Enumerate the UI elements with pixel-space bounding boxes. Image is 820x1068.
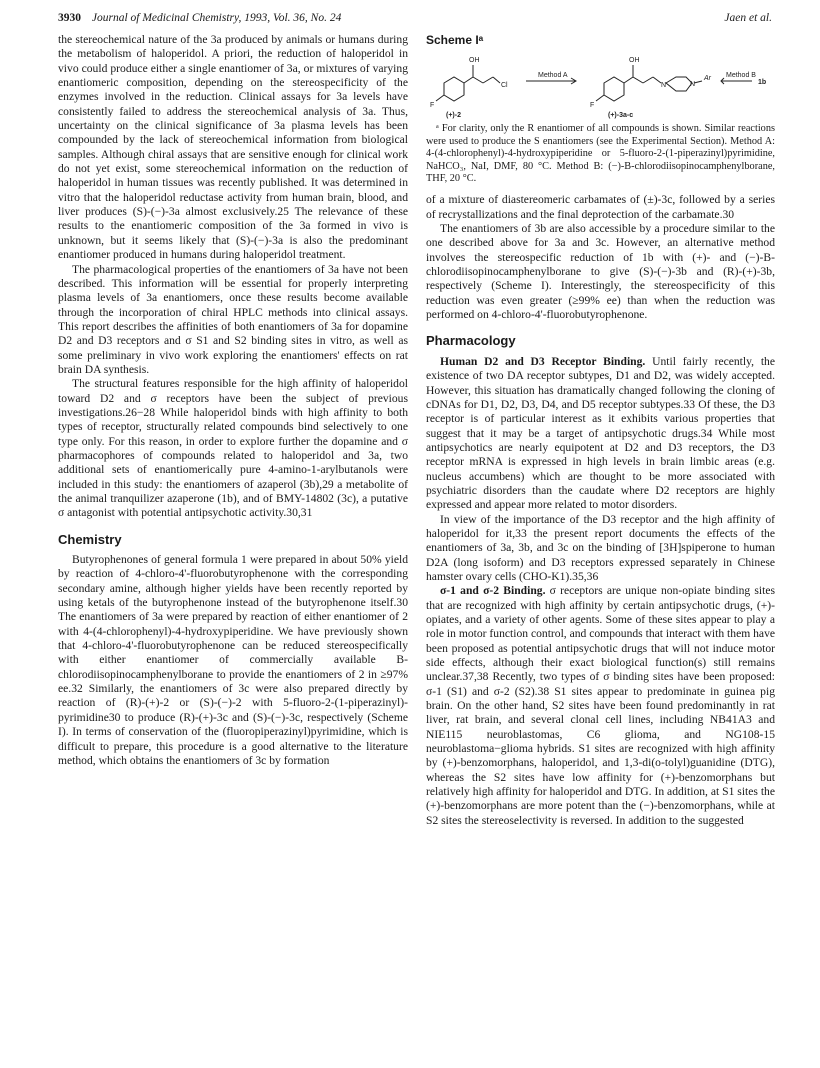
paragraph <box>426 584 775 828</box>
paragraph-text: σ receptors are unique non-opiate binding sites that are recognized with high affinity by certain antipsychotic drugs, (+)-opiates, and a variety of other agents. Some of these sites appear to play a role in motor function control, and compounds that interact with them have been proposed as potential antipsychotic drugs that will not induce motor side effects, although their exact biological function(s) still remains unclear.37,38 Recently, two types of σ binding sites have been proposed: σ-1 (S1) and σ-2 (S2).38 S1 sites appear to predominate in guinea pig brain. On the other hand, S2 sites have been found predominantly in rat liver, rat brain, and several clonal cell lines, including NB41A3 and NIE115 neuroblastomas, C6 glioma, and NG108-15 neuroblastoma−glioma hybrids. S1 sites are recognized with high affinity by (+)-benzomorphans, haloperidol, and 1,3-di(o-tolyl)guanidine (DTG), whereas the S2 sites have low affinity for (+)-benzomorphans but relatively high affinity for haloperidol and DTG. In addition, at S1 sites the (+)-benzomorphans are more potent than the (−)-benzomorphans, while at S2 sites the stereoselectivity is reversed. In addition to the suggested <box>426 584 776 827</box>
subsection-runin: Human D2 and D3 Receptor Binding. <box>440 354 646 368</box>
running-header <box>58 12 772 30</box>
compound-2-label: (+)-2 <box>446 112 461 120</box>
left-column <box>58 33 408 768</box>
scheme-title: Scheme Iᵃ <box>426 33 484 47</box>
nitrogen-label: N <box>661 82 667 90</box>
paragraph-text: Until fairly recently, the existence of two DA receptor subtypes, D1 and D2, was widely accepted. However, this situation has dramatically changed following the cloning of cDNAs for D1, D2, D3, D4, and D5 receptor subtypes.33 Of these, the D3 receptor is of particular interest as it exhibits various properties that suggest that it may be a target of antipsychotic drugs.34 While most antipsychotics are nearly equipotent at D2 and D3 receptors, the D3 receptor mRNA is expressed in high levels in brain limbic areas (e.g. nucleus accumbens) which are thought to be more associated with psychiatric disorders than the caudate where D2 receptors are highly expressed and appear more related to motor disorders. <box>426 354 775 512</box>
right-column <box>426 33 775 828</box>
section-heading-pharmacology: Pharmacology <box>426 333 516 349</box>
scheme-footnote: ᵃ For clarity, only the R enantiomer of all compounds is shown. Similar reactions were used to produce the S enantiomers (see the Experimental Section). Method A: 4-(4-chlorophenyl)-4-hydroxypiperidine or 5-fluoro-2-(1-piperazinyl)pyrimidine, NaHCO₃, NaI, DMF, 80 °C. Method B: (−)-B-chlorodiisopinocamphenylborane, THF, 20 °C. <box>426 123 775 184</box>
paragraph: Butyrophenones of general formula 1 were prepared in about 50% yield by reaction of 4-chloro-4'-fluorobutyrophenone with the corresponding secondary amine, although higher yields have been recently reported by using ketals of the butyrophenone instead of the butyrophenone itself.30 The enantiomers of 3a were prepared by reaction of either enantiomer of 2 with 4-(4-chlorophenyl)-4-hydroxypiperidine. We have previously shown that 4-chloro-4'-fluorobutyrophenone can be reduced stereospecifically with either enantiomer of commercially available B-chlorodiisopinocamphenylborane to provide the enantiomers of 2 in ≥97% ee.32 Similarly, the enantiomers of 3c were also prepared directly by reaction of (R)-(+)-2 or (S)-(−)-2 with 5-fluoro-2-(1-piperazinyl)-pyrimidine30 to produce (R)-(+)-3c and (S)-(−)-3c, respectively (Scheme I). In terms of conservation of the (fluoropiperazinyl)pyrimidine, which is difficult to prepare, this procedure is a good alternative to the literature method, which obtains the enantiomers of 3c by formation <box>58 553 408 767</box>
section-heading-chemistry: Chemistry <box>58 531 122 547</box>
hydroxyl-label: OH <box>629 57 640 65</box>
fluoro-label: F <box>430 102 435 110</box>
subsection-runin: σ-1 and σ-2 Binding. <box>440 584 546 598</box>
paragraph: The pharmacological properties of the enantiomers of 3a have not been described. This information will be essential for properly interpreting plasma levels of 3a enantiomers, once these results become available through the incorporation of chiral HPLC methods into clinical assays. This report describes the affinities of both enantiomers of 3a for dopamine D2 and D3 receptors and σ S1 and S2 binding sites in vitro, as well as some preliminary in vivo work exploring the enantiomers' effects on rat brain DA synthesis. <box>58 262 408 376</box>
method-a-label: Method A <box>538 72 568 80</box>
paragraph: The structural features responsible for the high affinity of haloperidol toward D2 and σ receptors have been the subject of previous investigations.26−28 While haloperidol binds with high affinity to both types of receptor, structurally related compounds bind selectively to one type only. For this reason, in order to explore further the dopamine and σ pharmacophores of compounds related to haloperidol and 3a, two additional sets of enantiomerically pure 4-amino-1-arylbutanols were included in this study: the enantiomers of azaperol (3b),29 a metabolite of the animal tranquilizer azaperone (1b), and of BMY-14802 (3c), a putative σ antagonist with potential antipsychotic activity.30,31 <box>58 377 408 520</box>
compound-1b-label: 1b <box>758 79 767 87</box>
journal-citation: Journal of Medicinal Chemistry, 1993, Vol. 36, No. 24 <box>91 12 342 24</box>
paragraph <box>426 355 775 513</box>
aryl-label: Ar <box>704 75 711 83</box>
hydroxyl-label: OH <box>469 57 480 65</box>
paragraph: In view of the importance of the D3 receptor and the high affinity of haloperidol for it,33 the present report documents the effects of the enantiomers of 3a, 3b, and 3c on the binding of [3H]spiperone to human D2A (long isoform) and D3 receptors expressed separately in Chinese hamster ovary cells (CHO-K1).35,36 <box>426 512 775 583</box>
paragraph: The enantiomers of 3b are also accessible by a procedure similar to the one described above for 3a and 3c. However, an alternative method involves the stereospecific reduction of 1b with (+)- and (−)-B-chlorodiisopinocamphenylborane to give (S)-(−)-3b and (R)-(+)-3b, respectively (Scheme I). Interestingly, the stereospecificity of this reduction was even greater (≥99% ee) than when the reduction was performed on 4-chloro-4'-fluorobutyrophenone. <box>426 222 775 322</box>
method-b-label: Method B <box>726 72 756 80</box>
chloro-label: Cl <box>501 82 508 90</box>
compound-3-label: (+)-3a-c <box>608 112 634 120</box>
fluoro-label: F <box>590 102 595 110</box>
paragraph: of a mixture of diastereomeric carbamates of (±)-3c, followed by a series of recrystallizations and the final deprotection of the carbamate.30 <box>426 193 775 221</box>
page-number: 3930 <box>58 12 81 24</box>
nitrogen-label: N <box>690 81 696 89</box>
author-running-head: Jaen et al. <box>724 12 772 24</box>
reaction-scheme <box>426 49 775 121</box>
paragraph: the stereochemical nature of the 3a produced by animals or humans during the metabolism of haloperidol. A priori, the reduction of haloperidol in vivo could produce either a single enantiomer of 3a, or mixtures of varying enantiomeric composition, depending on the stereospecificity of the enzymes involved in the reduction. Clinical assays for 3a levels have consistently failed to address the stereochemical analysis of 3a. Thus, uncertainty on the clinical significance of 3a plasma levels has been compounded by the lack of stereochemical information from biological samples. Although chiral assays that are sensitive enough for clinical work do not yet exist, some stereochemical information on the reduction of haloperidol in human tissues was recently published. It was determined in vitro that the haloperidol reductase activity from human brain, blood, and liver produces (S)-(−)-3a almost exclusively.25 The relevance of these results to the enantiomeric composition of the 3a formed in vivo is unknown, but it seems likely that (S)-(−)-3a is also the predominant enantiomer produced in humans during haloperidol treatment. <box>58 33 408 262</box>
scheme-drawing <box>426 49 775 121</box>
